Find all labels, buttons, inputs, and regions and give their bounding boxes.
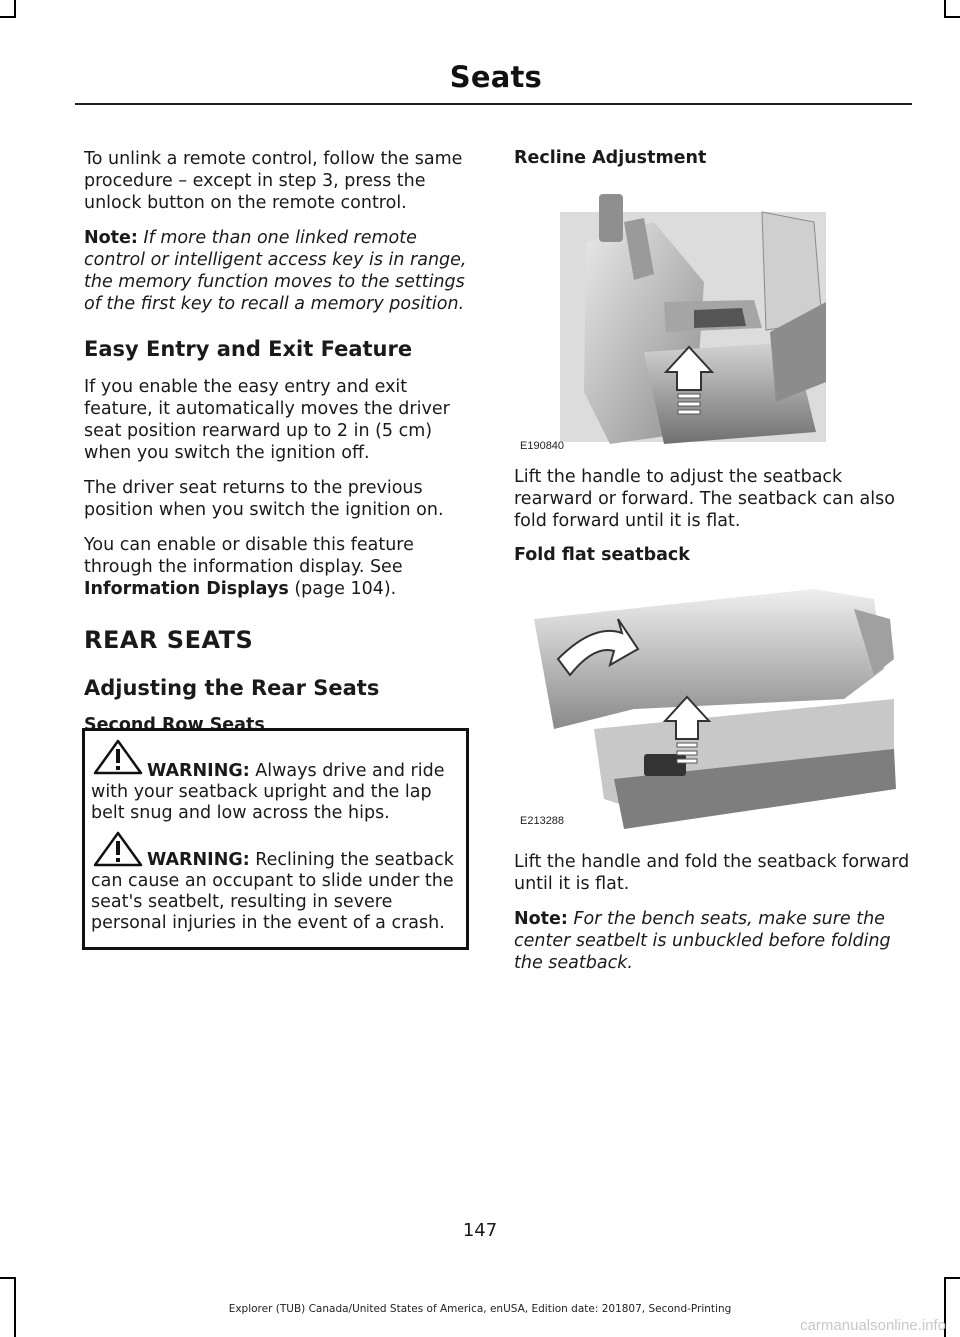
recline-heading: Recline Adjustment [514,148,707,168]
recline-paragraph: Lift the handle to adjust the seatback rearward or forward. The seatback can also fold forward until it is flat. [514,467,895,531]
warning-2-text: Reclining the seatback can cause an occupant to slide under the seat's seatbelt, resulting in severe personal injuries in the event of a crash. [91,850,454,933]
header-divider [75,103,912,105]
warning-2-label: WARNING: [147,850,250,870]
note-label: Note: [514,909,568,929]
enable-paragraph [84,534,476,600]
information-displays-link[interactable]: Information Displays [84,579,289,599]
second-row-heading: Second Row Seats [84,715,265,735]
note-paragraph [84,227,476,315]
warning-1-text: Always drive and ride with your seatback upright and the lap belt snug and low across the hips. [91,761,445,823]
fold-paragraph: Lift the handle and fold the seatback forward until it is flat. [514,852,910,894]
unlink-paragraph: To unlink a remote control, follow the same procedure – except in step 3, press the unlock button on the remote control. [84,149,463,213]
recline-figure [514,182,910,460]
enable-text: You can enable or disable this feature through the information display. See [84,535,414,577]
recline-seat-illustration [514,182,910,452]
adjusting-rear-seats-heading: Adjusting the Rear Seats [84,676,380,700]
rear-seats-heading: REAR SEATS [84,626,254,654]
easy-entry-paragraph: If you enable the easy entry and exit feature, it automatically moves the driver seat position rearward up to 2 in (5 cm) when you switch the ignition off. [84,377,450,463]
warning-1 [91,761,462,824]
note-text: For the bench seats, make sure the center seatbelt is unbuckled before folding the seatback. [514,909,891,973]
crop-mark [944,16,960,18]
page-title: Seats [449,60,542,94]
right-column [514,148,910,987]
figure-id: E190840 [520,440,565,452]
watermark: carmanualsonline.info [800,1317,946,1334]
driver-seat-paragraph: The driver seat returns to the previous position when you switch the ignition on. [84,478,444,520]
fold-flat-figure [514,579,910,847]
bench-note-paragraph [514,908,910,974]
fold-flat-heading: Fold flat seatback [514,545,690,565]
page-reference: (page 104). [294,579,397,599]
crop-mark [944,1277,960,1279]
fold-flat-seat-illustration [514,579,910,839]
crop-mark [0,16,16,18]
figure-id: E213288 [520,815,565,827]
warning-box [82,728,469,950]
left-column [84,148,476,749]
easy-entry-heading: Easy Entry and Exit Feature [84,337,413,361]
note-text: If more than one linked remote control or intelligent access key is in range, the memory function moves to the settings of the first key to recall a memory position. [84,228,467,314]
warning-2 [91,850,462,934]
page-number: 147 [462,1220,498,1241]
edition-info: Explorer (TUB) Canada/United States of America, enUSA, Edition date: 201807, Second-Printing [228,1303,732,1315]
crop-mark [0,1277,16,1279]
note-label: Note: [84,228,138,248]
warning-1-label: WARNING: [147,761,250,781]
